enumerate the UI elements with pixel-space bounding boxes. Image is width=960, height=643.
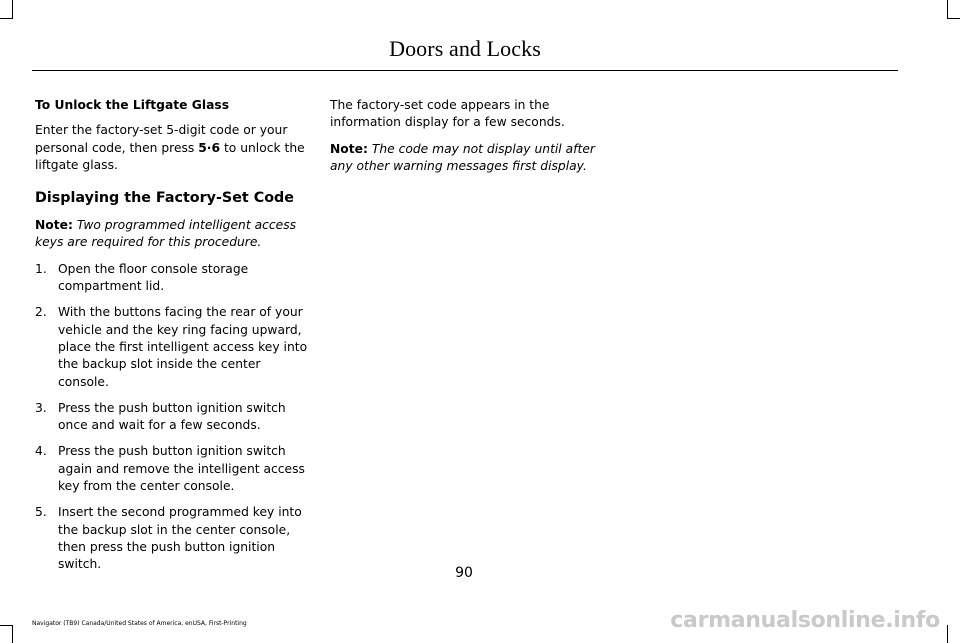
crop-mark: [947, 18, 960, 19]
page-number: 90: [455, 565, 473, 581]
note-label: Note:: [330, 141, 368, 156]
intro-text-end: to unlock the liftgate glass.: [35, 140, 305, 172]
intro-text: Enter the factory-set 5-digit code or your personal code, then press: [35, 123, 288, 155]
crop-mark: [947, 625, 948, 643]
step-number: 3.: [35, 400, 47, 415]
step-number: 5.: [35, 505, 47, 520]
intro-code: 5·6: [198, 140, 221, 155]
page-header-title: Doors and Locks: [389, 36, 541, 61]
list-item: [35, 504, 310, 573]
watermark: carmanualsonline.info: [670, 608, 940, 633]
crop-mark: [0, 18, 12, 19]
crop-mark: [0, 625, 12, 626]
left-column: [35, 97, 310, 583]
note-text: The code may not display until after any other warning messages first display.: [330, 141, 595, 173]
note-paragraph: [330, 141, 600, 176]
list-item: [35, 261, 310, 296]
list-item: [35, 304, 310, 390]
step-text: Insert the second programmed key into the backup slot in the center console, then press the push button ignition switch.: [58, 505, 302, 572]
step-text: Press the push button ignition switch again and remove the intelligent access key from the center console.: [58, 444, 305, 494]
section-heading: Displaying the Factory-Set Code: [35, 190, 294, 207]
crop-mark: [12, 625, 13, 643]
right-column: [330, 97, 600, 184]
step-text: With the buttons facing the rear of your vehicle and the key ring facing upward, place the first intelligent access key into the backup slot inside the center console.: [58, 305, 308, 389]
crop-mark: [12, 0, 13, 19]
crop-mark: [947, 0, 948, 19]
list-item: [35, 443, 310, 495]
step-text: Open the floor console storage compartment lid.: [58, 261, 249, 294]
step-number: 1.: [35, 261, 47, 276]
display-paragraph: The factory-set code appears in the information display for a few seconds.: [330, 98, 565, 130]
footer-text: Navigator (TB9) Canada/United States of America, enUSA, First-Printing: [32, 620, 247, 627]
subhead-unlock-liftgate: To Unlock the Liftgate Glass: [35, 98, 230, 112]
intro-paragraph: [35, 122, 310, 174]
list-item: [35, 400, 310, 435]
step-text: Press the push button ignition switch once and wait for a few seconds.: [58, 400, 286, 433]
note-label: Note:: [35, 218, 73, 233]
step-number: 4.: [35, 444, 47, 459]
header-divider: [32, 70, 898, 71]
note-paragraph: [35, 217, 310, 252]
note-text: Two programmed intelligent access keys are required for this procedure.: [35, 218, 297, 250]
steps-list: [35, 261, 310, 574]
step-number: 2.: [35, 305, 47, 320]
